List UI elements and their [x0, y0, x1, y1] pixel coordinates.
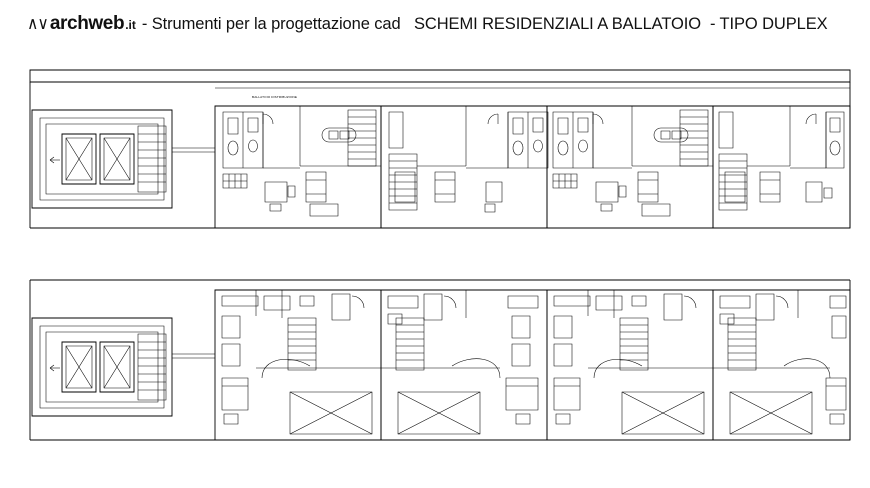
ballatoio-label: BALLATOIO DISTRIBUZIONE: [252, 95, 298, 99]
page-header: [0, 0, 870, 48]
upper-core-stairs: [138, 126, 166, 192]
upper-core-block: [32, 110, 215, 208]
lower-unit-1: [215, 290, 381, 440]
page-title: - Strumenti per la progettazione cad SCHEMI RESIDENZIALI A BALLATOIO - TIPO DUPLEX: [141, 14, 828, 33]
upper-unit-4: [713, 106, 850, 228]
lower-unit-3: [547, 290, 713, 440]
cad-drawing: [0, 48, 870, 488]
logo-glyph-icon: ∧∨: [27, 14, 48, 33]
lower-floor-plan: [30, 280, 850, 440]
lower-unit-4: [713, 290, 850, 440]
lower-core-block: [32, 318, 215, 416]
upper-unit-2: [381, 106, 548, 228]
lower-unit-2: [381, 290, 547, 440]
upper-floor-plan: [30, 70, 850, 228]
upper-unit-1: [215, 106, 381, 228]
logo-name: archweb: [49, 13, 125, 34]
logo-tld: .it: [125, 18, 136, 32]
archweb-logo: [26, 13, 136, 35]
floor-plans-svg: [0, 48, 870, 488]
upper-unit-3: [547, 106, 713, 228]
